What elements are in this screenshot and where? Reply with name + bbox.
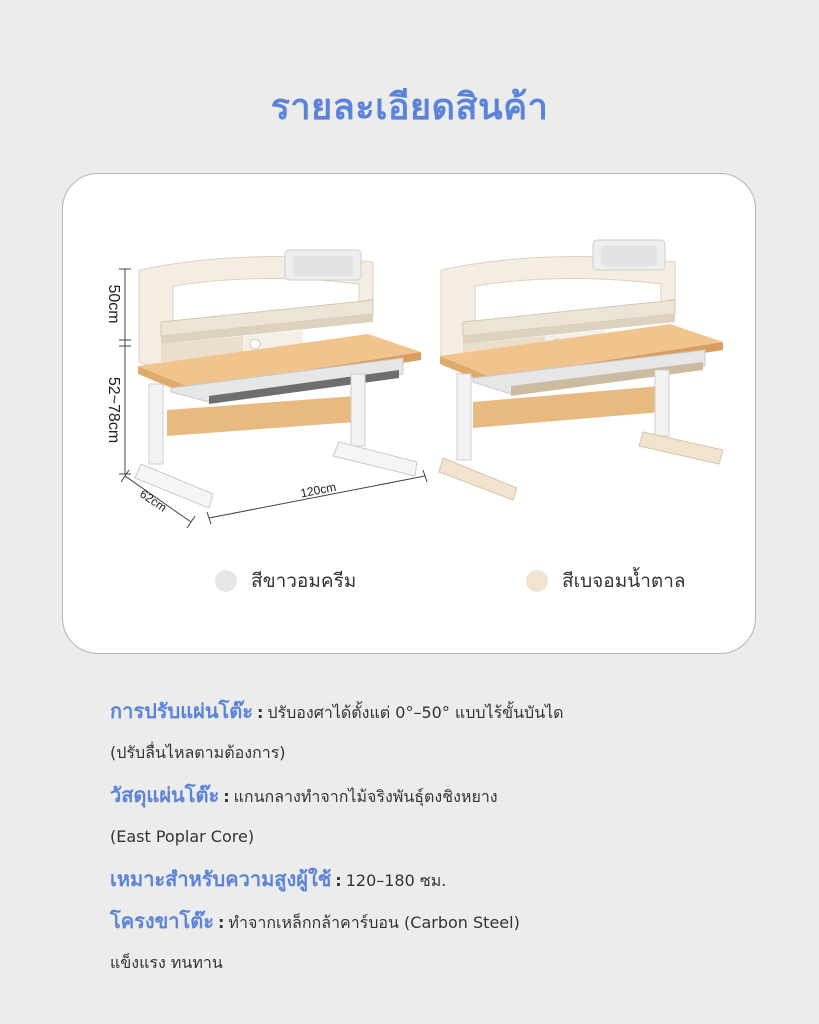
- spec-value: แกนกลางทำจากไม้จริงพันธุ์ตงชิงหยาง: [233, 787, 498, 806]
- spec-tilt: [110, 690, 760, 732]
- spec-colon: :: [218, 913, 225, 932]
- color-option-white-cream: [215, 566, 356, 596]
- spec-frame-continuation: แข็งแรง ทนทาน: [110, 953, 223, 972]
- dimension-height-top: 50cm: [105, 284, 122, 324]
- page-title: รายละเอียดสินค้า: [270, 87, 549, 128]
- spec-value: 120–180 ซม.: [345, 871, 447, 890]
- dimension-height-adjust: 52~78cm: [105, 376, 122, 444]
- spec-value: ปรับองศาได้ตั้งแต่ 0°–50° แบบไร้ขั้นบันได: [267, 703, 564, 722]
- product-image-card: [62, 173, 756, 654]
- spec-value: ทำจากเหล็กกล้าคาร์บอน (Carbon Steel): [228, 913, 520, 932]
- spec-colon: :: [256, 703, 264, 722]
- spec-frame: [110, 900, 760, 942]
- color-option-beige-brown: [526, 566, 686, 596]
- dimension-width: 120cm: [299, 479, 338, 501]
- white-cream-label: สีขาวอมครีม: [251, 570, 357, 592]
- spec-label: เหมาะสำหรับความสูงผู้ใช้: [110, 867, 332, 891]
- beige-brown-label: สีเบจอมน้ำตาล: [562, 570, 686, 592]
- spec-colon: :: [223, 787, 230, 806]
- spec-label: การปรับแผ่นโต๊ะ: [110, 699, 253, 723]
- spec-colon: :: [335, 871, 342, 890]
- beige-brown-swatch: [526, 570, 548, 592]
- spec-tilt-continuation: (ปรับลื่นไหลตามต้องการ): [110, 743, 286, 762]
- spec-label: วัสดุแผ่นโต๊ะ: [110, 783, 220, 807]
- spec-list: [110, 690, 760, 984]
- white-cream-swatch: [215, 570, 237, 592]
- spec-material: [110, 774, 760, 816]
- spec-user-height: [110, 858, 760, 900]
- spec-label: โครงขาโต๊ะ: [110, 909, 215, 933]
- white-cream-desk: [135, 250, 421, 508]
- beige-brown-desk: [439, 240, 723, 500]
- spec-material-continuation: (East Poplar Core): [110, 827, 255, 846]
- dimension-depth: 62cm: [137, 486, 170, 515]
